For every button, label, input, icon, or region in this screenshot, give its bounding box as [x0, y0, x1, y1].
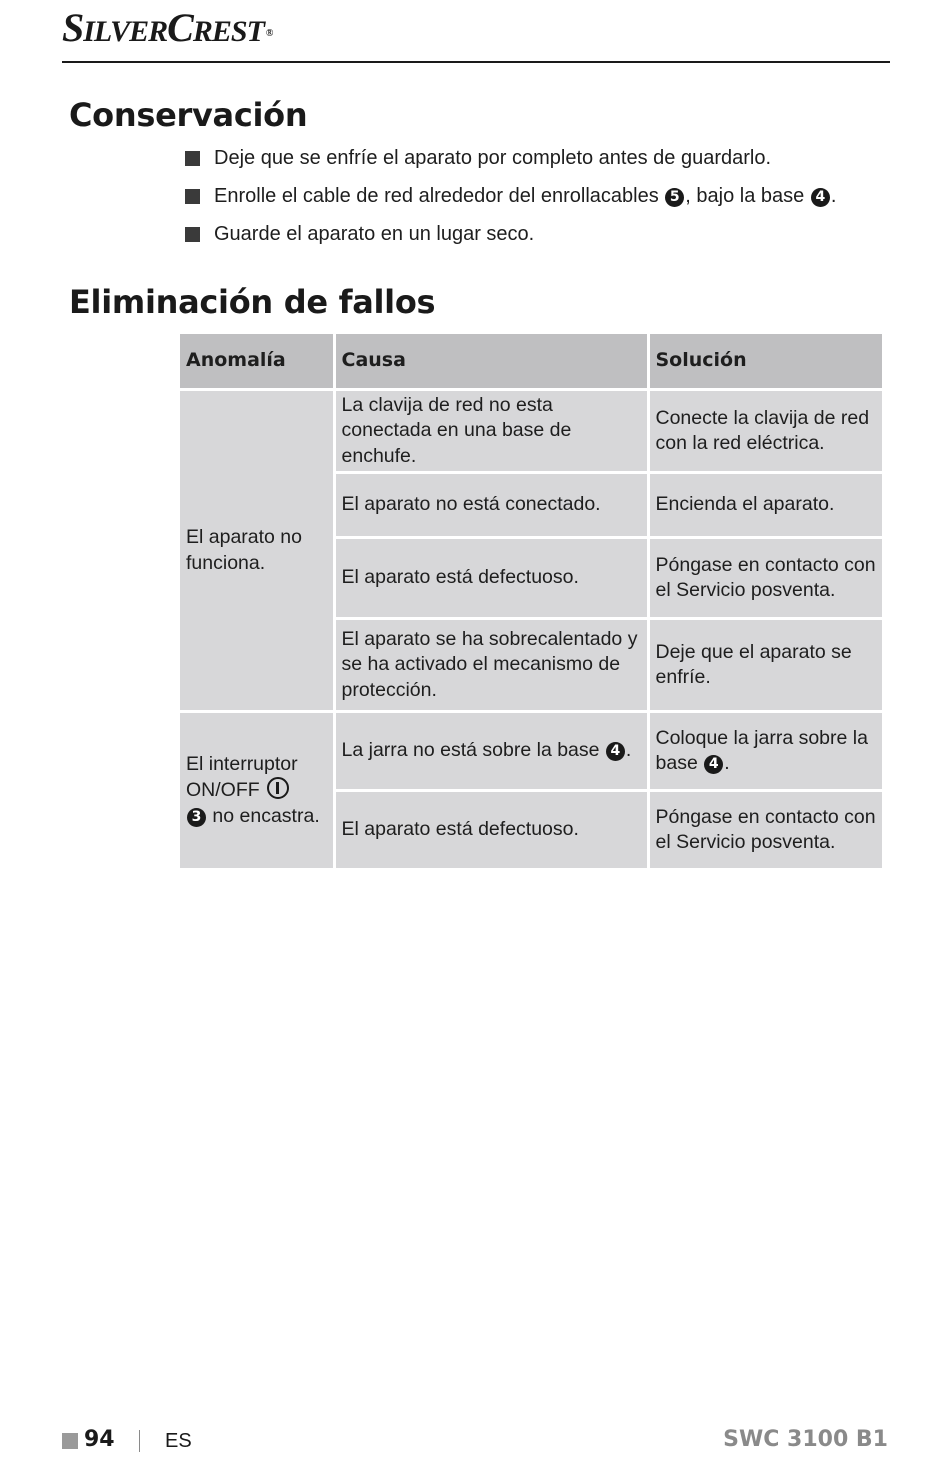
part-number-badge: 4 [704, 755, 723, 774]
list-item: Deje que se enfríe el aparato por completo antes de guardarlo. [184, 146, 836, 184]
list-item: Guarde el aparato en un lugar seco. [184, 222, 836, 260]
solucion-cell: Conecte la clavija de red con la red eléctrica. [648, 390, 882, 473]
solucion-cell: Póngase en contacto con el Servicio posventa. [648, 538, 882, 619]
footer-square-icon [62, 1433, 78, 1449]
table-row [180, 712, 882, 791]
part-number-badge: 3 [187, 808, 206, 827]
solucion-cell: Coloque la jarra sobre la base 4 . [648, 712, 882, 791]
causa-cell: El aparato está defectuoso. [334, 538, 648, 619]
troubleshooting-table [180, 334, 882, 871]
conservacion-list [184, 146, 836, 260]
causa-cell: El aparato no está conectado. [334, 473, 648, 538]
bullet-square-icon [185, 189, 200, 204]
section-title-eliminacion: Eliminación de fallos [69, 283, 436, 321]
header-anomalia: Anomalía [180, 334, 334, 390]
bullet-square-icon [185, 151, 200, 166]
causa-cell: La jarra no está sobre la base 4 . [334, 712, 648, 791]
solucion-cell: Deje que el aparato se enfríe. [648, 619, 882, 712]
causa-cell: El aparato está defectuoso. [334, 791, 648, 870]
part-number-badge: 5 [665, 188, 684, 207]
header-solucion: Solución [648, 334, 882, 390]
solucion-cell: Póngase en contacto con el Servicio posventa. [648, 791, 882, 870]
anomalia-cell: El interruptor ON/OFF 3 no encastra. [180, 712, 334, 870]
causa-cell: La clavija de red no esta conectada en una base de enchufe. [334, 390, 648, 473]
page-number: 94 [84, 1427, 115, 1452]
bullet-square-icon [185, 227, 200, 242]
solucion-cell: Encienda el aparato. [648, 473, 882, 538]
header-rule [62, 61, 890, 63]
language-code: ES [165, 1430, 192, 1452]
header-causa: Causa [334, 334, 648, 390]
model-number: SWC 3100 B1 [723, 1427, 888, 1452]
footer-divider [139, 1430, 140, 1452]
table-row [180, 390, 882, 473]
silvercrest-logo: SILVERCREST ® [62, 5, 273, 50]
section-title-conservacion: Conservación [69, 96, 308, 134]
power-switch-icon [267, 777, 289, 799]
part-number-badge: 4 [811, 188, 830, 207]
anomalia-cell: El aparato no funciona. [180, 390, 334, 712]
table-header-row [180, 334, 882, 390]
part-number-badge: 4 [606, 742, 625, 761]
list-item: Enrolle el cable de red alrededor del enrollacables 5 , bajo la base 4 . [184, 184, 836, 222]
causa-cell: El aparato se ha sobrecalentado y se ha activado el mecanismo de protección. [334, 619, 648, 712]
